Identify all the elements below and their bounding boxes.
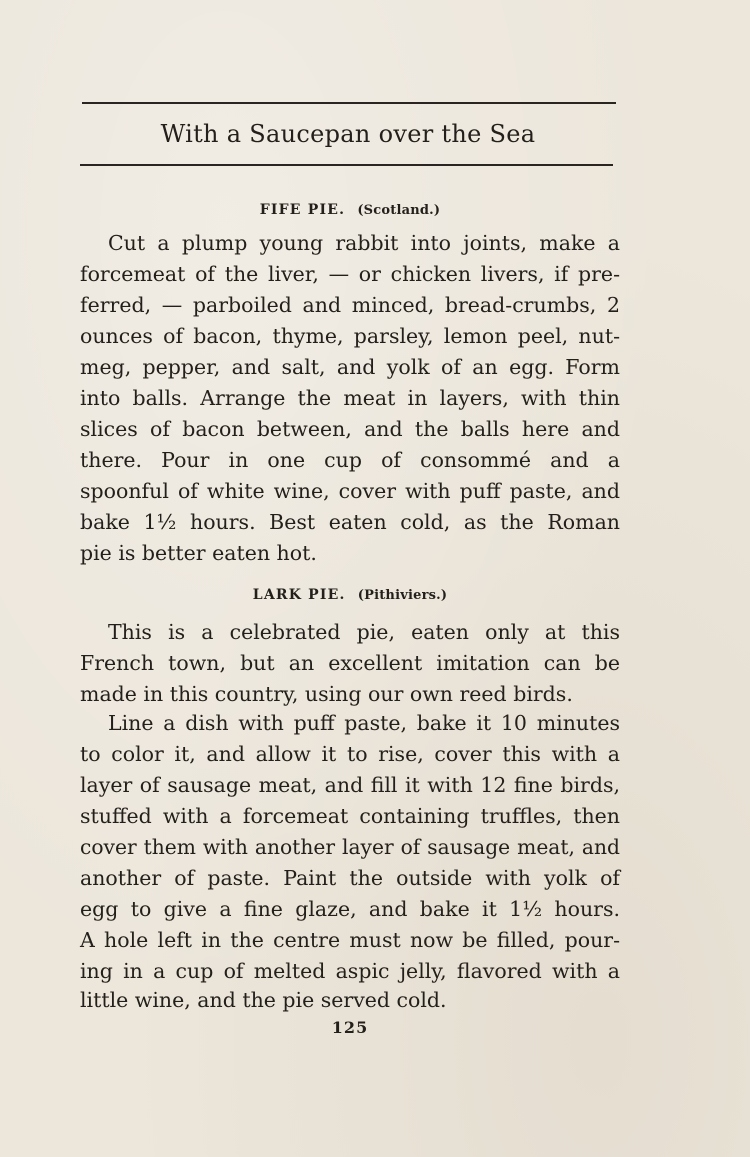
- running-head: With a Saucepan over the Sea: [160, 120, 536, 148]
- text-line: made in this country, using our own reed birds.: [80, 682, 573, 706]
- text-line: ounces of bacon, thyme, parsley, lemon peel, nut-: [80, 324, 620, 348]
- text-line: into balls. Arrange the meat in layers, with thin: [80, 386, 620, 410]
- book-page: [80, 0, 620, 1157]
- recipe-title-lark-pie: [80, 587, 620, 604]
- text-line: ferred, — parboiled and minced, bread-crumbs, 2: [80, 293, 620, 317]
- recipe-name: LARK PIE.: [252, 587, 346, 603]
- text-line: slices of bacon between, and the balls here and: [80, 417, 620, 441]
- page-number: 125: [331, 1018, 369, 1037]
- text-line: cover them with another layer of sausage meat, and: [80, 835, 620, 859]
- header-rule-bottom: [80, 164, 613, 166]
- text-line: This is a celebrated pie, eaten only at this: [108, 620, 620, 644]
- header-rule-top: [82, 102, 616, 104]
- text-line: egg to give a fine glaze, and bake it 1½ hours.: [80, 897, 620, 921]
- text-line: Cut a plump young rabbit into joints, make a: [108, 231, 620, 255]
- recipe-title-fife-pie: [80, 202, 620, 219]
- text-line: A hole left in the centre must now be filled, pour-: [80, 928, 620, 952]
- text-line: Line a dish with puff paste, bake it 10 minutes: [108, 711, 620, 735]
- text-line: pie is better eaten hot.: [80, 541, 317, 565]
- text-line: another of paste. Paint the outside with yolk of: [80, 866, 620, 890]
- text-line: spoonful of white wine, cover with puff paste, and: [80, 479, 620, 503]
- text-line: French town, but an excellent imitation can be: [80, 651, 620, 675]
- text-line: stuffed with a forcemeat containing truffles, then: [80, 804, 620, 828]
- text-line: to color it, and allow it to rise, cover this with a: [80, 742, 620, 766]
- text-line: bake 1½ hours. Best eaten cold, as the Roman: [80, 510, 620, 534]
- text-line: little wine, and the pie served cold.: [80, 988, 447, 1012]
- recipe-place: (Pithiviers.): [357, 588, 448, 603]
- text-line: ing in a cup of melted aspic jelly, flavored with a: [80, 959, 620, 983]
- recipe-place: (Scotland.): [357, 203, 441, 218]
- text-line: there. Pour in one cup of consommé and a: [80, 448, 620, 472]
- text-line: layer of sausage meat, and fill it with 12 fine birds,: [80, 773, 620, 797]
- recipe-name: FIFE PIE.: [259, 202, 346, 218]
- text-line: meg, pepper, and salt, and yolk of an egg. Form: [80, 355, 620, 379]
- text-line: forcemeat of the liver, — or chicken livers, if pre-: [80, 262, 620, 286]
